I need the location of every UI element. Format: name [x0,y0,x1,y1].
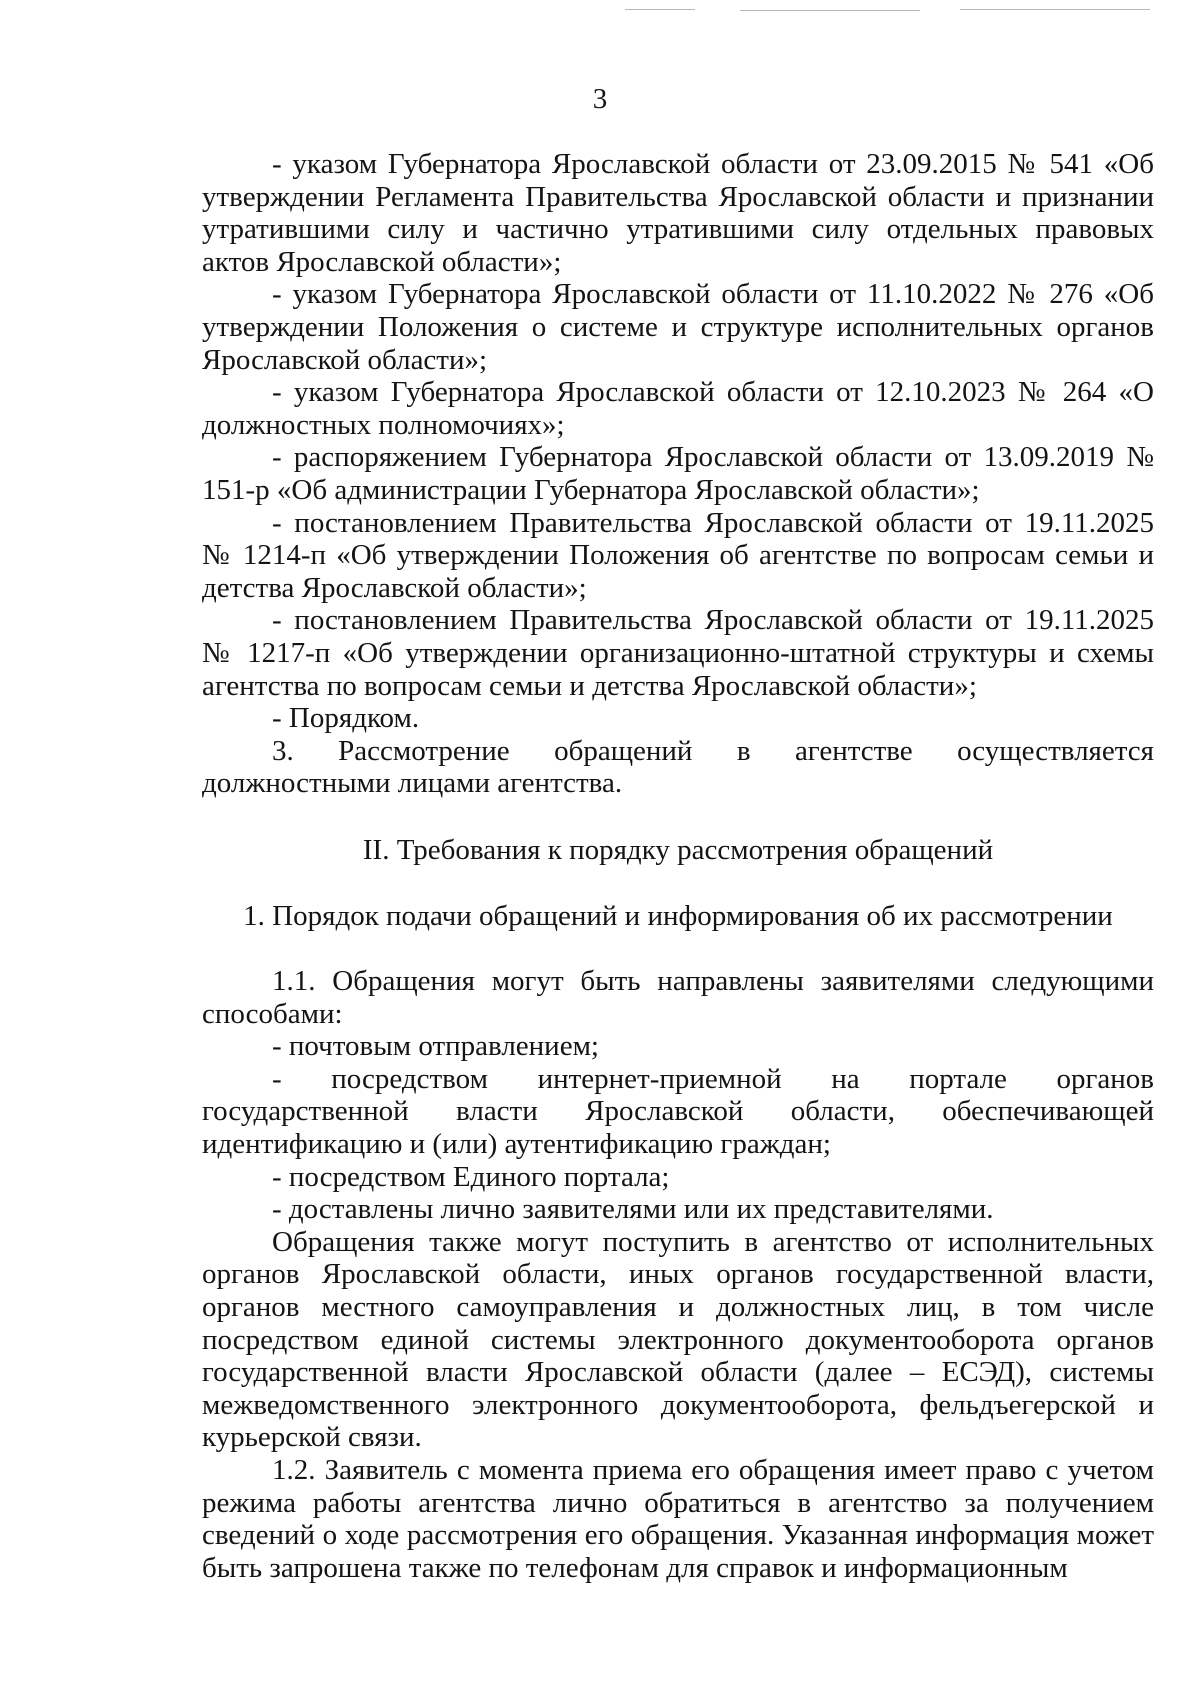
page-number: 3 [592,83,608,115]
paragraph: - распоряжением Губернатора Ярославской области от 13.09.2019 № 151-р «Об администрации Губернатора Ярославской области»; [202,441,1154,506]
subsection-heading: 1. Порядок подачи обращений и информирования об их рассмотрении [243,900,1113,933]
paragraph: - указом Губернатора Ярославской области от 12.10.2023 № 264 «О должностных полномочиях»; [202,376,1154,441]
paragraph: Обращения также могут поступить в агентство от исполнительных органов Ярославской области, иных органов государственной власти, органов местного самоуправления и должностных лиц, в том числе посредством единой системы электронного документооборота органов государственной власти Ярославской области (далее – ЕСЭД), системы межведомственного электронного документооборота, фельдъегерской и курьерской связи. [202,1225,1154,1454]
paragraph: 1.1. Обращения могут быть направлены заявителями следующими способами: [202,965,1154,1030]
paragraph: - указом Губернатора Ярославской области от 23.09.2015 № 541 «Об утверждении Регламента Правительства Ярославской области и признании утратившими силу и частично утратившими силу отдельных правовых актов Ярославской области»; [202,148,1154,278]
paragraph: 3. Рассмотрение обращений в агентстве осуществляется должностными лицами агентства. [202,734,1154,800]
section-heading: II. Требования к порядку рассмотрения обращений [362,833,994,866]
scan-artifact [960,9,1150,10]
paragraph: - постановлением Правительства Ярославской области от 19.11.2025 № 1217-п «Об утверждении организационно-штатной структуры и схемы агентства по вопросам семьи и детства Ярославской области»; [202,604,1154,702]
paragraph: - указом Губернатора Ярославской области от 11.10.2022 № 276 «Об утверждении Положения о системе и структуре исполнительных органов Ярославской области»; [202,278,1154,376]
paragraph: - Порядком. [272,702,420,735]
paragraph: - посредством интернет-приемной на портале органов государственной власти Ярославской области, обеспечивающей идентификацию и (или) аутентификацию граждан; [202,1062,1154,1161]
paragraph: - доставлены лично заявителями или их представителями. [272,1193,994,1226]
paragraph: - постановлением Правительства Ярославской области от 19.11.2025 № 1214-п «Об утверждении Положения об агентстве по вопросам семьи и детства Ярославской области»; [202,506,1154,604]
document-body [202,148,1154,1584]
paragraph: - посредством Единого портала; [272,1160,670,1193]
paragraph: 1.2. Заявитель с момента приема его обращения имеет право с учетом режима работы агентства лично обратиться в агентство за получением сведений о ходе рассмотрения его обращения. Указанная информация может быть запрошена также по телефонам для справок и информационным [202,1453,1154,1584]
scan-artifact [740,10,920,11]
paragraph: - почтовым отправлением; [272,1030,599,1063]
scan-artifact [625,9,695,10]
